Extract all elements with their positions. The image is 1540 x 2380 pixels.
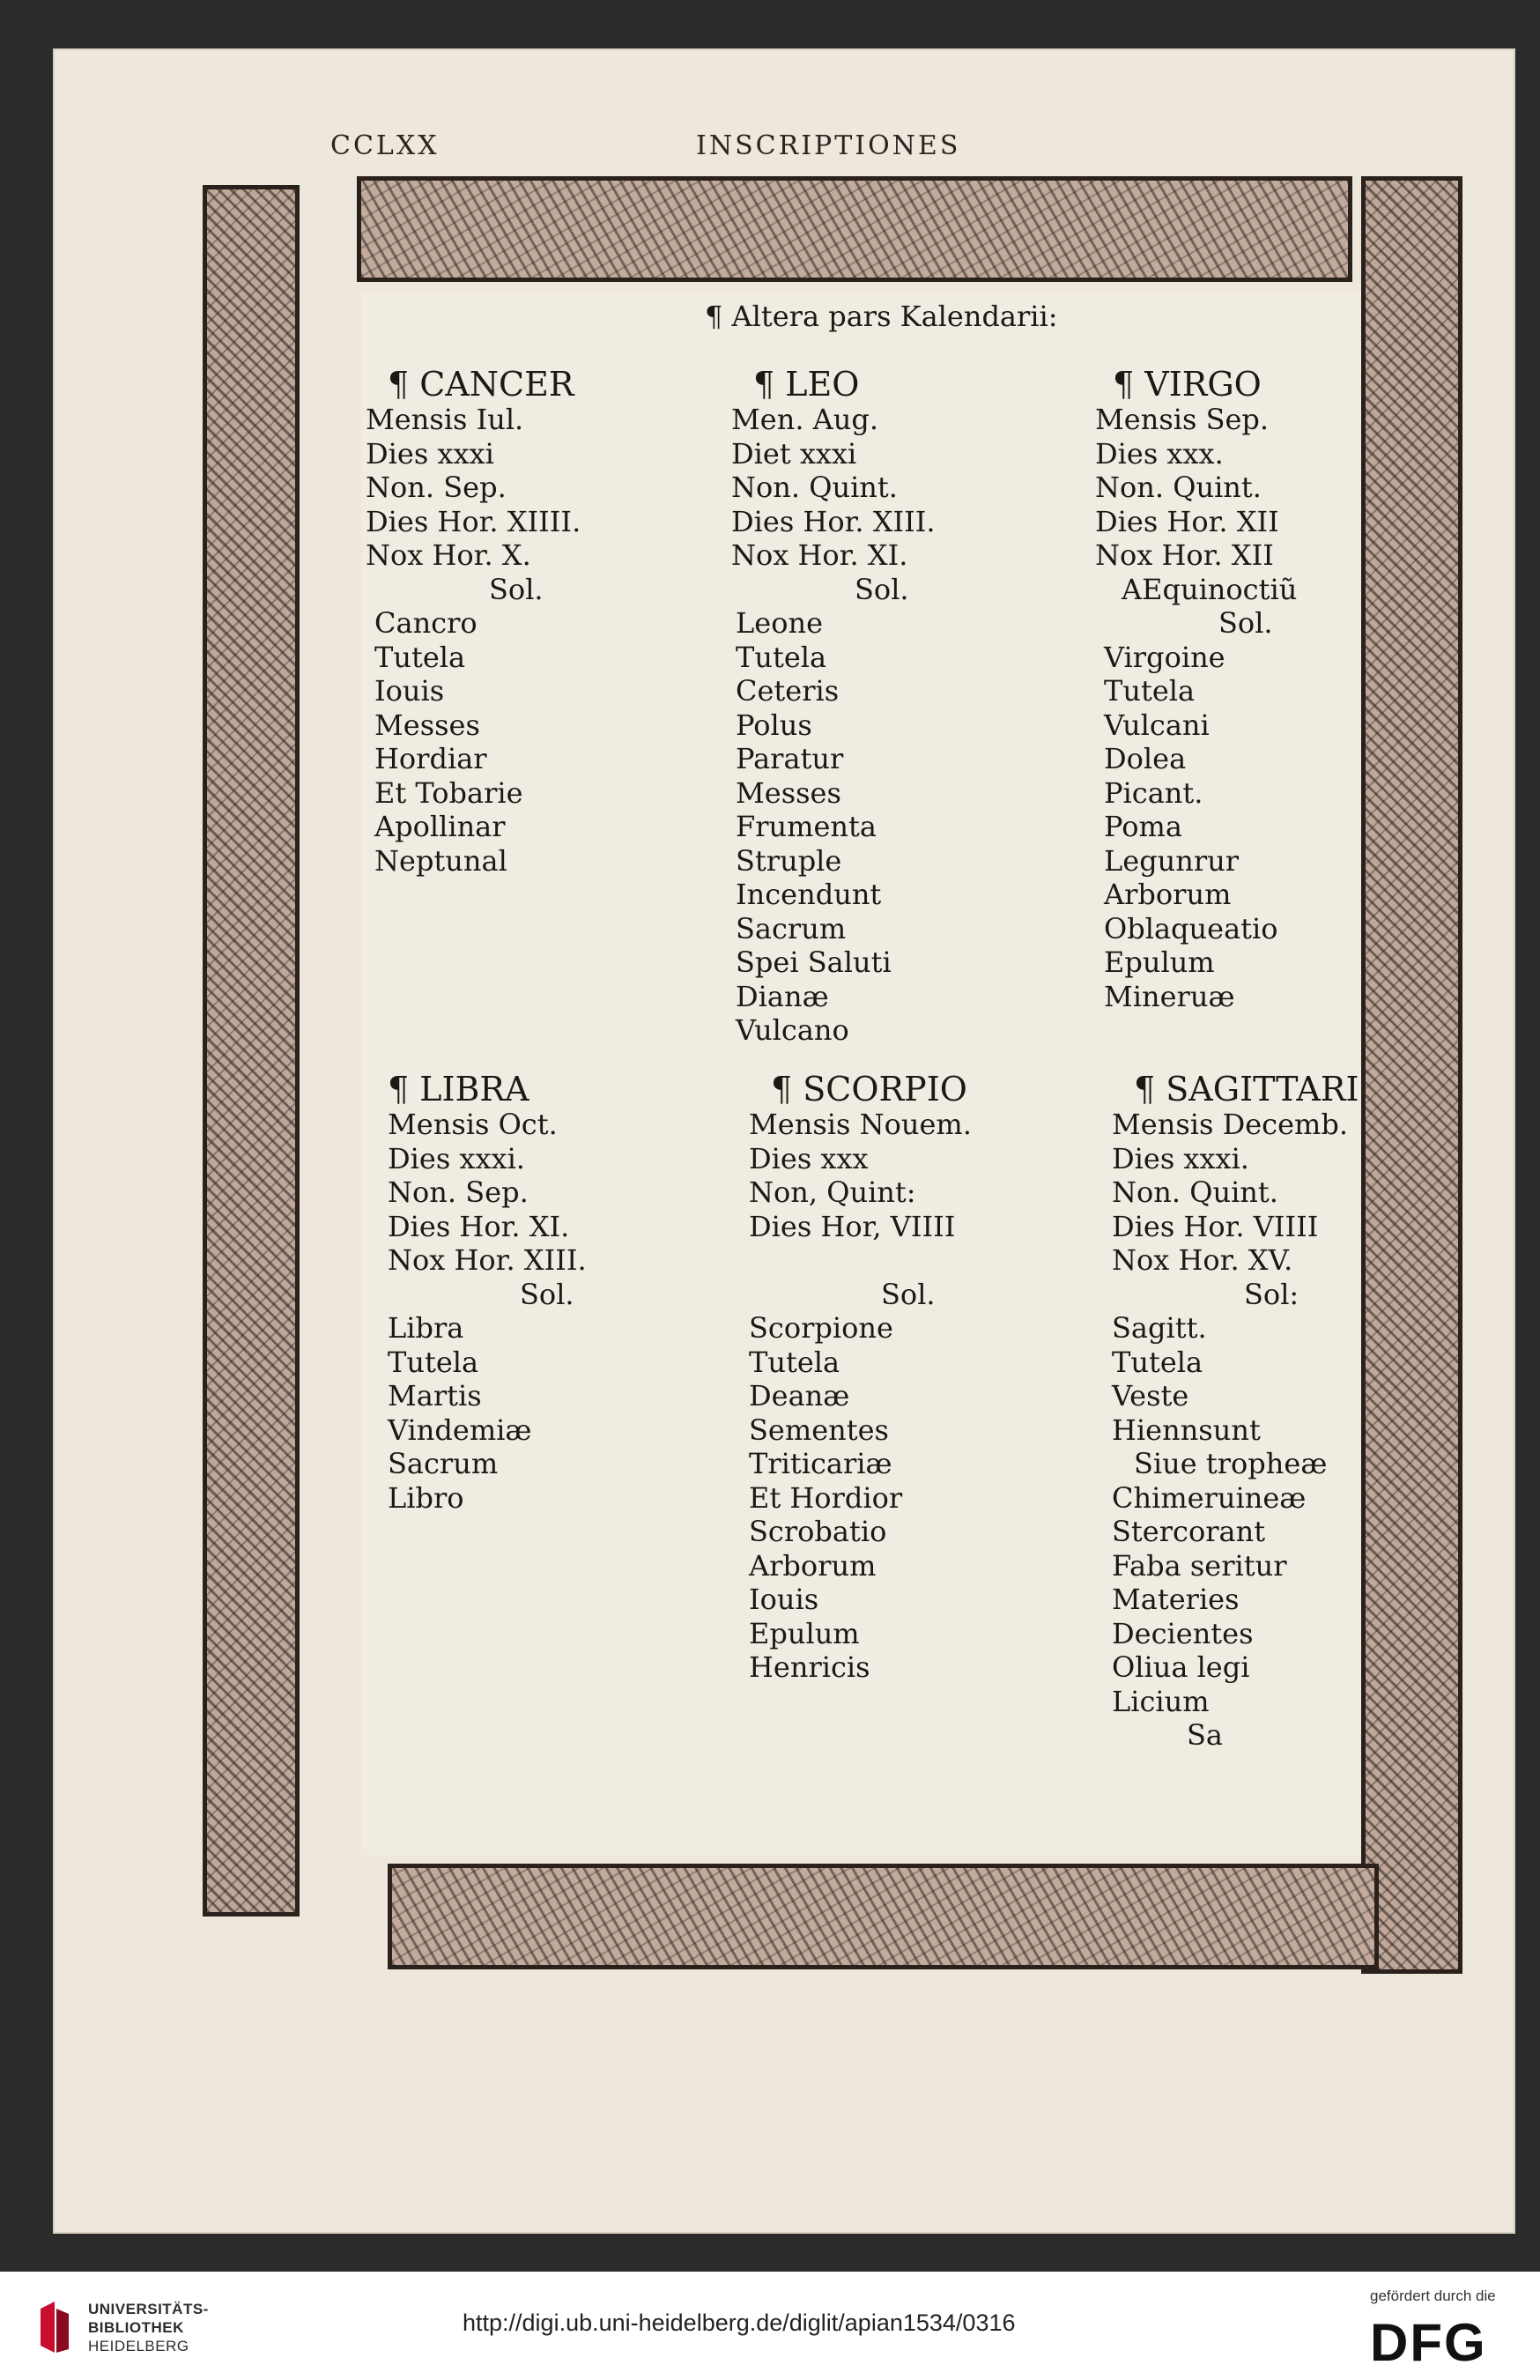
calendar-line: Arborum [1104,878,1232,911]
calendar-line: Triticariæ [749,1447,892,1480]
calendar-line: Libra [388,1311,464,1345]
calendar-line: Henricis [749,1650,870,1684]
calendar-line: Tutela [736,640,827,674]
calendar-line: Tutela [374,640,466,674]
calendar-line: Sol. [489,572,544,606]
calendar-line: Polus [736,708,812,742]
calendar-line: Stercorant [1112,1515,1266,1548]
calendar-line: Diet xxxi [731,436,857,471]
calendar-line: Dolea [1104,742,1187,775]
calendar-line: Dies xxxi. [388,1141,525,1175]
calendar-line: Deanæ [749,1379,850,1412]
calendar-line: Sol. [1218,606,1273,640]
calendar-line: Mensis Sep. [1095,403,1270,436]
calendar-line: Non. Sep. [366,471,507,504]
calendar-line: Sol: [1244,1277,1299,1311]
column-sagittari [1112,1071,1359,1753]
calendar-line: Veste [1112,1379,1189,1412]
institution-name [88,2300,209,2355]
calendar-line: Men. Aug. [731,403,879,436]
calendar-line: Sol. [881,1277,936,1311]
calendar-line: Non. Quint. [731,471,898,504]
university-library-logo-icon [37,2300,72,2354]
calendar-line: Dies Hor. XII [1095,504,1279,538]
calendar-line: Cancro [374,606,478,640]
column-cancer [366,366,581,878]
sign-heading: ¶ LEO [753,365,860,404]
institution-line: HEIDELBERG [88,2338,189,2354]
calendar-line: Sacrum [736,911,847,945]
calendar-line: Non. Sep. [388,1175,529,1209]
calendar-line: Non, Quint: [749,1175,916,1209]
calendar-line: Dies Hor. XI. [388,1209,570,1243]
calendar-line: Spei Saluti [736,945,892,979]
calendar-line: Apollinar [374,810,506,843]
calendar-line: Mensis Oct. [388,1108,558,1141]
calendar-line: Non. Quint. [1112,1175,1278,1209]
calendar-line: Legunrur [1104,843,1240,878]
institution-line: BIBLIOTHEK [88,2319,184,2336]
woodcut-border-right [1361,176,1462,1974]
calendar-line: Arborum [749,1548,877,1583]
funded-by-label: gefördert durch die [1370,2287,1496,2304]
calendar-line: Mensis Iul. [366,403,524,436]
calendar-line: Messes [374,708,480,742]
calendar-line: Et Hordior [749,1480,903,1515]
calendar-line: Dies xxx [749,1141,869,1175]
calendar-line: Nox Hor. XII [1095,538,1274,572]
calendar-line: Siue tropheæ [1134,1447,1328,1480]
calendar-line: Scorpione [749,1311,893,1345]
running-head [0,79,1540,161]
calendar-line: Leone [736,606,823,640]
calendar-line: Dies Hor. XIII. [731,504,936,538]
section-heading: ¶ Altera pars Kalendarii: [705,300,1058,333]
calendar-line: Sol. [520,1277,574,1311]
calendar-line: Libro [388,1480,464,1515]
sign-heading: ¶ SCORPIO [771,1070,967,1108]
calendar-line: Tutela [1104,674,1196,708]
calendar-line: Sa [1187,1718,1223,1752]
calendar-line: Scrobatio [749,1515,887,1548]
calendar-line: Sagitt. [1112,1311,1207,1345]
calendar-line: Oblaqueatio [1104,911,1278,945]
calendar-line: Tutela [1112,1345,1203,1379]
dfg-logo: DFG [1370,2313,1487,2372]
column-virgo [1095,366,1297,1013]
column-scorpio [749,1071,972,1685]
permalink[interactable]: http://digi.ub.uni-heidelberg.de/diglit/apian1534/0316 [463,2310,1016,2336]
calendar-line: Et Tobarie [374,775,523,810]
calendar-line: Non. Quint. [1095,471,1262,504]
calendar-line: Martis [388,1379,482,1412]
calendar-line: Frumenta [736,810,877,843]
calendar-line: Licium [1112,1684,1210,1718]
calendar-line: Vulcano [736,1013,849,1047]
calendar-line: Epulum [1104,945,1215,979]
calendar-line: Materies [1112,1583,1240,1616]
calendar-line: AEquinoctiũ [1122,572,1298,606]
calendar-line: Dies xxxi [366,436,494,471]
calendar-line [749,1243,972,1278]
calendar-line: Struple [736,843,842,878]
calendar-line: Oliua legi [1112,1650,1250,1684]
column-leo [731,366,936,1048]
calendar-line: Messes [736,775,841,810]
calendar-line: Neptunal [374,843,507,878]
calendar-line: Incendunt [736,878,882,911]
calendar-line: Vindemiæ [388,1412,532,1447]
calendar-line: Faba seritur [1112,1548,1287,1583]
sign-heading: ¶ VIRGO [1113,365,1262,404]
calendar-line: Chimeruineæ [1112,1480,1307,1515]
calendar-line: Iouis [749,1583,819,1616]
calendar-line: Nox Hor. X. [366,538,531,572]
calendar-line: Ceteris [736,674,840,708]
calendar-line: Picant. [1104,775,1203,810]
calendar-line: Hordiar [374,742,487,775]
calendar-line: Nox Hor. XI. [731,538,908,572]
calendar-line: Tutela [388,1345,479,1379]
calendar-line: Mineruæ [1104,979,1235,1013]
calendar-line: Paratur [736,742,844,775]
calendar-line: Dies xxxi. [1112,1141,1249,1175]
woodcut-border-left [203,185,300,1917]
sign-heading: ¶ LIBRA [388,1070,529,1108]
calendar-line: Mensis Nouem. [749,1108,972,1141]
calendar-line: Vulcani [1104,708,1210,742]
calendar-line: Dies Hor, VIIII [749,1209,956,1243]
calendar-line: Nox Hor. XIII. [388,1243,587,1277]
calendar-line: Dies xxx. [1095,436,1224,471]
folio-number: CCLXX [330,130,440,161]
calendar-line: Hiennsunt [1112,1412,1261,1447]
running-title: INSCRIPTIONES [696,130,961,161]
calendar-line: Mensis Decemb. [1112,1108,1349,1141]
column-libra [388,1071,587,1515]
sign-heading: ¶ SAGITTARI [1134,1070,1359,1108]
calendar-line: Dianæ [736,979,829,1013]
calendar-line: Sementes [749,1412,889,1447]
woodcut-border-bottom [388,1864,1379,1969]
calendar-line: Sol. [855,572,909,606]
calendar-line: Decientes [1112,1616,1254,1650]
calendar-line: Virgoine [1104,640,1225,674]
calendar-line: Dies Hor. VIIII [1112,1209,1319,1243]
calendar-line: Tutela [749,1345,840,1379]
calendar-line: Iouis [374,674,445,708]
sign-heading: ¶ CANCER [388,365,574,404]
woodcut-border-top [357,176,1352,282]
institution-line: UNIVERSITÄTS- [88,2301,209,2317]
calendar-line: Sacrum [388,1447,499,1480]
calendar-line: Poma [1104,810,1182,843]
calendar-line: Nox Hor. XV. [1112,1243,1293,1277]
viewer-footer [0,2272,1540,2380]
calendar-line: Epulum [749,1616,860,1650]
calendar-line: Dies Hor. XIIII. [366,504,581,538]
